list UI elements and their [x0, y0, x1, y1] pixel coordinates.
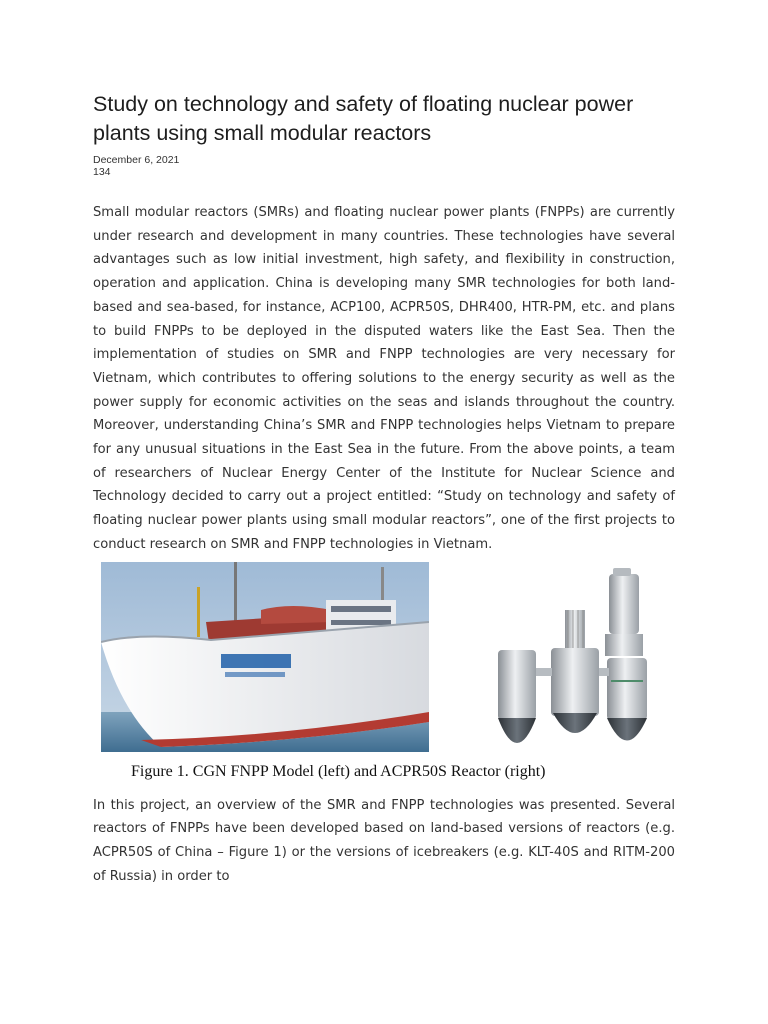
figure-1	[93, 562, 675, 794]
second-paragraph: In this project, an overview of the SMR and FNPP technologies was presented. Several reactors of FNPPs have been developed based on land-based versions of reactors (e.g. ACPR50S of China – Figure 1) or the versions of icebreakers (e.g. KLT-40S and RITM-200 of Russia) in order to	[93, 797, 675, 884]
article	[93, 90, 675, 888]
figure-caption: Figure 1. CGN FNPP Model (left) and ACPR50S Reactor (right)	[131, 762, 546, 780]
fnpp-ship-image	[101, 562, 429, 752]
article-title: Study on technology and safety of floating nuclear power plants using small modular reactors	[93, 92, 634, 145]
intro-paragraph: Small modular reactors (SMRs) and floating nuclear power plants (FNPPs) are currently under research and development in many countries. These technologies have several advantages such as low initial investment, high safety, and flexibility in construction, operation and application. China is developing many SMR technologies for both land-based and sea-based, for instance, ACP100, ACPR50S, DHR400, HTR-PM, etc. and plans to build FNPPs to be deployed in the disputed waters like the East Sea. Then the implementation of studies on SMR and FNPP technologies are very necessary for Vietnam, which contributes to offering solutions to the energy security as well as the power supply for economic activities on the seas and islands throughout the country. Moreover, understanding China’s SMR and FNPP technologies helps Vietnam to prepare for any unusual situations in the East Sea in the future. From the above points, a team of researchers of Nuclear Energy Center of the Institute for Nuclear Science and Technology decided to carry out a project entitled: “Study on technology and safety of floating nuclear power plants using small modular reactors”, one of the first projects to conduct research on SMR and FNPP technologies in Vietnam.	[93, 205, 675, 552]
view-count: 134	[93, 166, 111, 178]
article-date: December 6, 2021	[93, 154, 180, 166]
acpr50s-reactor-image	[493, 568, 653, 758]
